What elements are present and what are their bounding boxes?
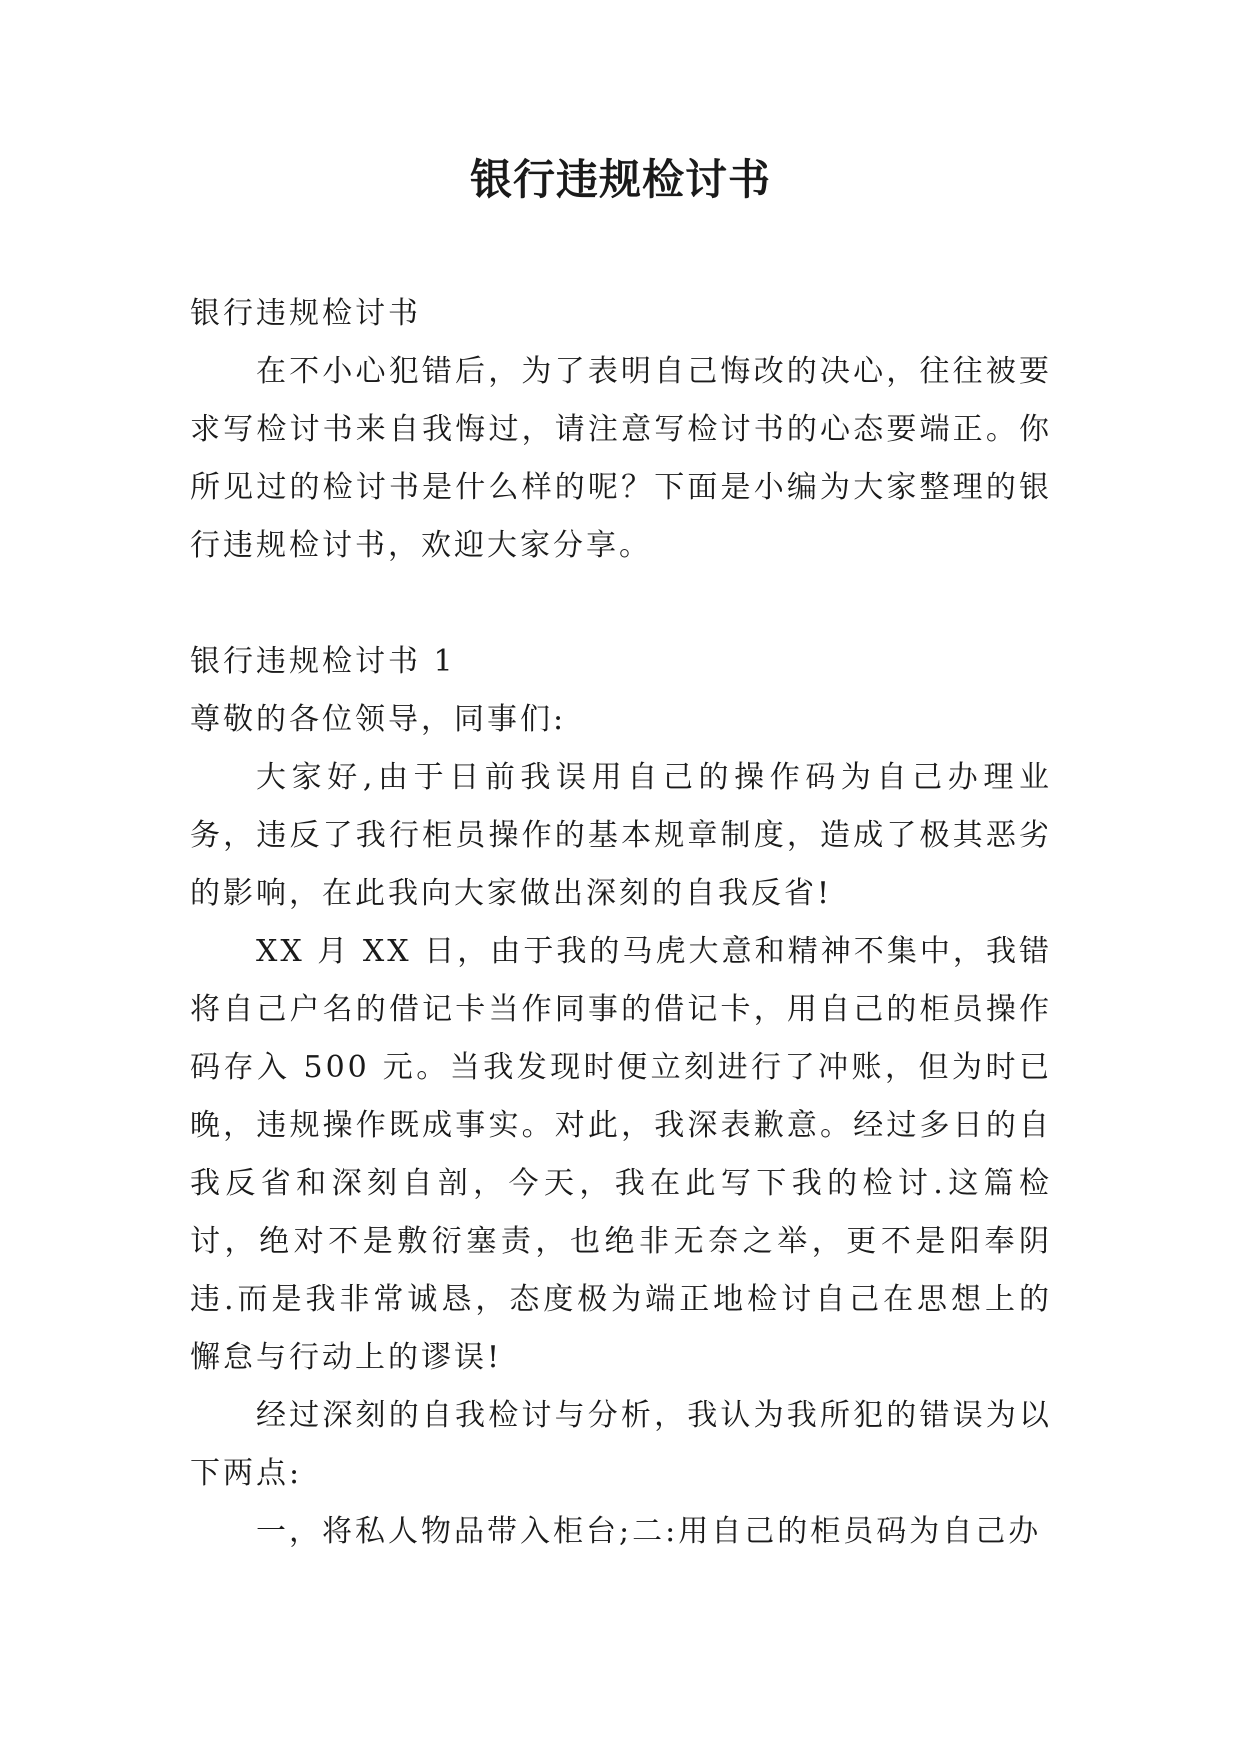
document-subtitle: 银行违规检讨书	[190, 296, 421, 331]
body-paragraph-2: XX 月 XX 日，由于我的马虎大意和精神不集中，我错将自己户名的借记卡当作同事的借记卡，用自己的柜员操作码存入 500 元。当我发现时便立刻进行了冲账，但为时已晚，违规操作既成事实。对此，我深表歉意。经过多日的自我反省和深刻自剖，今天，我在此写下我的检讨.这篇检讨，绝对不是敷衍塞责，也绝非无奈之举，更不是阳奉阴违.而是我非常诚恳，态度极为端正地检讨自己在思想上的懈怠与行动上的谬误!	[190, 934, 1052, 1375]
body-paragraph-4: 一，将私人物品带入柜台;二:用自己的柜员码为自己办	[256, 1514, 1042, 1549]
body-paragraph-1: 大家好,由于日前我误用自己的操作码为自己办理业务，违反了我行柜员操作的基本规章制度，造成了极其恶劣的影响，在此我向大家做出深刻的自我反省!	[190, 760, 1052, 911]
document-body	[190, 285, 1052, 1561]
section-heading: 银行违规检讨书 1	[190, 644, 456, 679]
document-title: 银行违规检讨书	[469, 155, 771, 204]
intro-paragraph: 在不小心犯错后，为了表明自己悔改的决心，往往被要求写检讨书来自我悔过，请注意写检讨书的心态要端正。你所见过的检讨书是什么样的呢？下面是小编为大家整理的银行违规检讨书，欢迎大家分享。	[190, 354, 1052, 563]
salutation: 尊敬的各位领导，同事们:	[190, 702, 567, 737]
body-paragraph-3: 经过深刻的自我检讨与分析，我认为我所犯的错误为以下两点:	[190, 1398, 1052, 1491]
paragraph-spacer	[190, 575, 1052, 633]
